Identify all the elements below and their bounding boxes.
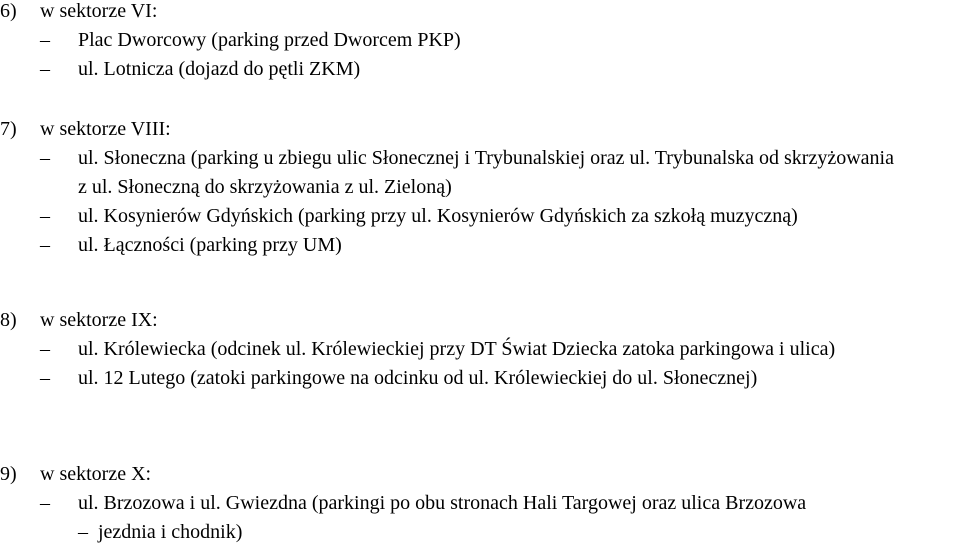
list-item-text: ul. Królewiecka (odcinek ul. Królewieckiej przy DT Świat Dziecka zatoka parkingowa i ulica) [78,338,836,360]
dash-bullet: – [40,234,50,256]
list-item [0,489,958,518]
list-item [0,335,948,364]
list-item-text: ul. Lotnicza (dojazd do pętli ZKM) [78,58,361,80]
section-heading [0,460,960,489]
list-item-text: ul. Łączności (parking przy UM) [78,234,342,256]
section-heading [0,115,960,144]
list-item [0,202,958,231]
list-item [0,364,958,393]
dash-bullet: – [40,147,50,169]
dash-bullet: – [40,205,50,227]
list-item-text: ul. Słoneczna (parking u zbiegu ulic Słonecznej i Trybunalskiej oraz ul. Trybunalska od skrzyżowania z ul. Słoneczną do skrzyżowania z ul. Zieloną) [78,147,894,198]
section-number: 9) [0,463,17,485]
section-sector-ix [0,306,960,393]
list-item [0,231,958,260]
section-sector-x [0,460,960,547]
section-number: 8) [0,309,17,331]
list-item-text: ul. Kosynierów Gdyńskich (parking przy ul. Kosynierów Gdyńskich za szkołą muzyczną) [78,205,798,227]
section-title: w sektorze IX: [40,309,158,331]
list-item [0,55,958,84]
list-item-text: jezdnia i chodnik) [98,521,243,543]
dash-bullet: – [40,29,50,51]
list-item-text: ul. Brzozowa i ul. Gwiezdna (parkingi po obu stronach Hali Targowej oraz ulica Brzozowa [78,492,807,514]
dash-bullet: – [40,367,50,389]
section-number: 6) [0,0,17,22]
section-title: w sektorze VI: [40,0,158,22]
list-item-text: ul. 12 Lutego (zatoki parkingowe na odcinku od ul. Królewieckiej do ul. Słonecznej) [78,367,758,389]
section-sector-vi [0,0,960,84]
list-item-continuation [0,518,960,547]
dash-bullet: – [40,58,50,80]
dash-bullet: – [40,492,50,514]
list-item-text: Plac Dworcowy (parking przed Dworcem PKP) [78,29,461,51]
dash-bullet: – [40,338,50,360]
section-title: w sektorze X: [40,463,152,485]
section-number: 7) [0,118,17,140]
dash-bullet: – [78,521,88,543]
list-item [0,26,958,55]
section-heading [0,306,960,335]
section-sector-viii [0,115,960,260]
section-heading [0,0,960,26]
list-item [0,144,898,202]
section-title: w sektorze VIII: [40,118,171,140]
